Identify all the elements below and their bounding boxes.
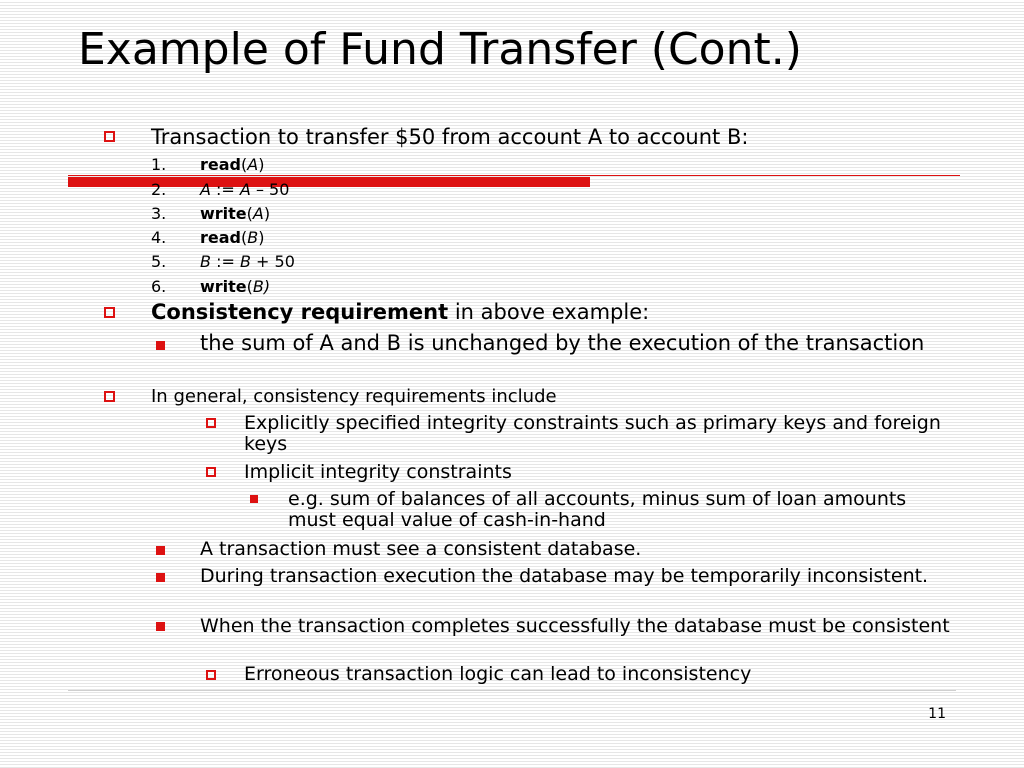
title-divider-line — [68, 175, 960, 176]
step-paren: ( — [241, 228, 248, 247]
hollow-square-bullet-icon — [206, 467, 216, 477]
bullet-temporarily-inconsistent: During transaction execution the database may be temporarily inconsistent. — [200, 565, 929, 587]
step-keyword: read — [200, 155, 241, 174]
solid-square-bullet-icon — [156, 573, 165, 582]
page-number: 11 — [928, 706, 946, 722]
bullet-transaction-transfer: Transaction to transfer $50 from account A to account B: — [151, 125, 749, 149]
step-4 — [200, 228, 264, 247]
bullet-erroneous-logic: Erroneous transaction logic can lead to inconsistency — [244, 663, 752, 685]
step-var: A — [200, 180, 211, 199]
step-var: B — [200, 252, 211, 271]
step-paren: ( — [246, 277, 253, 296]
step-var: A — [252, 204, 264, 223]
solid-square-bullet-icon — [156, 546, 165, 555]
bullet-completes-successfully: When the transaction completes successfully the database must be consistent — [200, 615, 950, 637]
step-op: + 50 — [250, 252, 295, 271]
solid-square-bullet-icon — [156, 341, 165, 350]
hollow-square-bullet-icon — [104, 391, 115, 402]
step-number: 5. — [151, 252, 167, 271]
step-number: 4. — [151, 228, 167, 247]
title-accent-bar — [68, 177, 590, 187]
bullet-consistent-database: A transaction must see a consistent database. — [200, 538, 642, 560]
step-paren: ) — [263, 204, 271, 223]
step-var: B — [247, 228, 259, 247]
step-op: := — [210, 180, 240, 199]
step-2 — [200, 180, 289, 199]
step-keyword: write — [200, 277, 247, 296]
step-var: B) — [252, 277, 271, 296]
solid-square-bullet-icon — [250, 495, 258, 503]
hollow-square-bullet-icon — [206, 670, 216, 680]
step-paren: ( — [246, 204, 253, 223]
bullet-general-requirements: In general, consistency requirements include — [151, 386, 557, 407]
step-paren: ( — [241, 155, 248, 174]
step-var: B — [239, 252, 251, 271]
step-3 — [200, 204, 270, 223]
step-var: A — [247, 155, 259, 174]
hollow-square-bullet-icon — [104, 131, 115, 142]
step-paren: ) — [258, 155, 265, 174]
footer-divider-line — [68, 690, 956, 691]
step-paren: ) — [258, 228, 265, 247]
bullet-consistency-requirement — [151, 302, 941, 323]
step-var: A — [239, 180, 251, 199]
step-op: – 50 — [250, 180, 290, 199]
step-op: := — [210, 252, 240, 271]
step-keyword: write — [200, 204, 247, 223]
step-5 — [200, 252, 295, 271]
bullet-implicit-constraints: Implicit integrity constraints — [244, 461, 512, 483]
solid-square-bullet-icon — [156, 622, 165, 631]
bullet-sum-of-balances: e.g. sum of balances of all accounts, minus sum of loan amounts must equal value of cash-in-hand — [288, 488, 907, 531]
bullet-explicit-constraints: Explicitly specified integrity constraints such as primary keys and foreign keys — [244, 412, 941, 455]
consistency-heading: Consistency requirement — [151, 300, 449, 324]
bullet-sum-unchanged: the sum of A and B is unchanged by the execution of the transaction — [200, 331, 925, 355]
step-6 — [200, 277, 270, 296]
slide-title: Example of Fund Transfer (Cont.) — [78, 24, 802, 75]
step-number: 1. — [151, 155, 167, 174]
step-1 — [200, 155, 264, 174]
step-number: 2. — [151, 180, 167, 199]
hollow-square-bullet-icon — [104, 307, 115, 318]
hollow-square-bullet-icon — [206, 418, 216, 428]
step-number: 6. — [151, 277, 167, 296]
consistency-rest: in above example: — [448, 300, 650, 324]
step-keyword: read — [200, 228, 241, 247]
step-number: 3. — [151, 204, 167, 223]
